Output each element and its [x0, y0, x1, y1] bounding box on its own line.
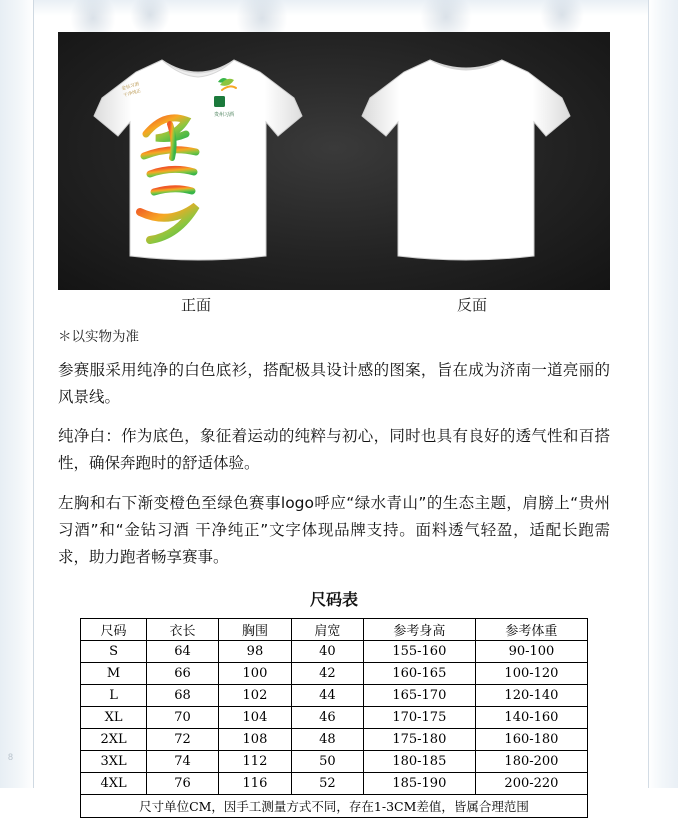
cell-length: 66	[147, 662, 219, 684]
svg-text:干净纯正: 干净纯正	[123, 88, 142, 99]
cell-shoulder: 42	[291, 662, 363, 684]
cell-length: 74	[147, 750, 219, 772]
disclaimer-note: ＊以实物为准	[58, 329, 139, 345]
paragraph-2: 纯净白：作为底色，象征着运动的纯粹与初心，同时也具有良好的透气性和百搭性，确保奔跑时的舒适体验。	[58, 427, 610, 473]
cell-weight: 160-180	[475, 728, 587, 750]
cell-chest: 112	[218, 750, 291, 772]
cell-height: 165-170	[363, 684, 475, 706]
cell-height: 160-165	[363, 662, 475, 684]
cell-length: 68	[147, 684, 219, 706]
size-chart-footnote: 尺寸单位CM，因手工测量方式不同，存在1-3CM差值，皆属合理范围	[81, 794, 588, 817]
cell-chest: 98	[218, 640, 291, 662]
page-rule-left	[33, 0, 34, 788]
cell-weight: 90-100	[475, 640, 587, 662]
paragraph-3: 左胸和右下渐变橙色至绿色赛事logo呼应“绿水青山”的生态主题，肩膀上“贵州习酒”和“金钻习酒 干净纯正”文字体现品牌支持。面料透气轻盈，适配长跑需求，助力跑者畅享赛事。	[58, 493, 610, 566]
cell-chest: 116	[218, 772, 291, 794]
cell-size: XL	[81, 706, 147, 728]
product-photo	[58, 32, 610, 290]
column-header-weight: 参考体重	[475, 618, 587, 640]
cell-shoulder: 40	[291, 640, 363, 662]
page-rule-right	[648, 0, 649, 788]
table-row	[81, 662, 588, 684]
cell-chest: 108	[218, 728, 291, 750]
size-chart-title: 尺码表	[309, 589, 358, 609]
photo-captions	[58, 294, 610, 315]
cell-size: S	[81, 640, 147, 662]
cell-length: 72	[147, 728, 219, 750]
cell-weight: 180-200	[475, 750, 587, 772]
page-marker: 8	[8, 752, 14, 762]
cell-chest: 102	[218, 684, 291, 706]
caption-front: 正面	[180, 296, 211, 314]
cell-size: 3XL	[81, 750, 147, 772]
cell-chest: 100	[218, 662, 291, 684]
column-header-height: 参考身高	[363, 618, 475, 640]
cell-weight: 100-120	[475, 662, 587, 684]
table-row	[81, 640, 588, 662]
cell-shoulder: 48	[291, 728, 363, 750]
cell-length: 64	[147, 640, 219, 662]
cell-height: 170-175	[363, 706, 475, 728]
cell-height: 155-160	[363, 640, 475, 662]
table-row	[81, 728, 588, 750]
table-footnote-row	[81, 794, 588, 817]
table-header-row	[81, 618, 588, 640]
table-row	[81, 772, 588, 794]
caption-back: 反面	[456, 296, 487, 314]
svg-text:金钻习酒: 金钻习酒	[121, 82, 140, 92]
cell-height: 175-180	[363, 728, 475, 750]
column-header-size: 尺码	[81, 618, 147, 640]
cell-size: 4XL	[81, 772, 147, 794]
cell-weight: 200-220	[475, 772, 587, 794]
page-edge-right	[648, 0, 678, 788]
svg-text:贵州习酒: 贵州习酒	[214, 112, 235, 118]
cell-weight: 140-160	[475, 706, 587, 728]
cell-shoulder: 46	[291, 706, 363, 728]
paragraph-1: 参赛服采用纯净的白色底衫，搭配极具设计感的图案，旨在成为济南一道亮丽的风景线。	[58, 361, 610, 407]
cell-height: 180-185	[363, 750, 475, 772]
cell-size: L	[81, 684, 147, 706]
cell-length: 70	[147, 706, 219, 728]
column-header-chest: 胸围	[218, 618, 291, 640]
tshirt-back-image	[360, 50, 572, 272]
cell-height: 185-190	[363, 772, 475, 794]
table-row	[81, 750, 588, 772]
document-content	[58, 0, 624, 818]
column-header-shoulder: 肩宽	[291, 618, 363, 640]
cell-shoulder: 52	[291, 772, 363, 794]
cell-weight: 120-140	[475, 684, 587, 706]
cell-shoulder: 50	[291, 750, 363, 772]
cell-length: 76	[147, 772, 219, 794]
tshirt-front-image	[92, 50, 304, 272]
cell-size: M	[81, 662, 147, 684]
cell-shoulder: 44	[291, 684, 363, 706]
cell-size: 2XL	[81, 728, 147, 750]
page-edge-left	[0, 0, 34, 788]
table-row	[81, 684, 588, 706]
table-row	[81, 706, 588, 728]
column-header-length: 衣长	[147, 618, 219, 640]
cell-chest: 104	[218, 706, 291, 728]
